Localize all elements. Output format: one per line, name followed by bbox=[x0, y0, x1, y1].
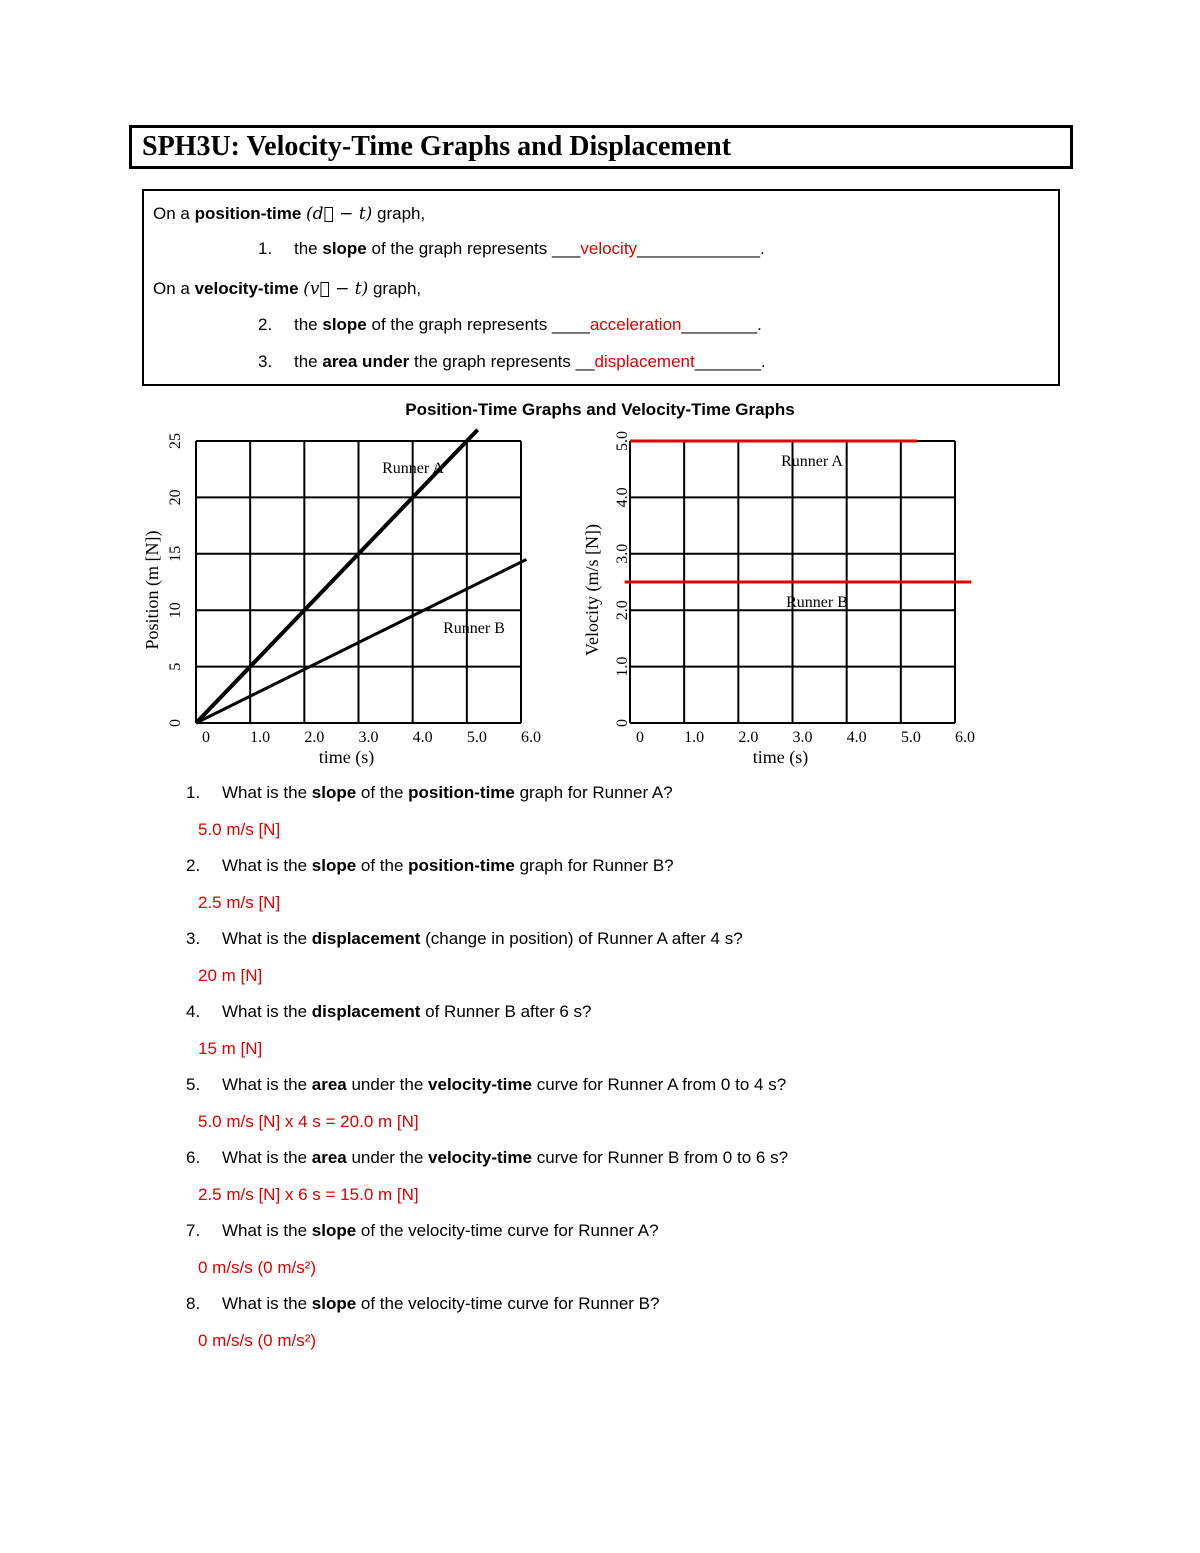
chart2-y-tick-label: 1.0 bbox=[614, 656, 631, 677]
question-text: What is the bbox=[222, 1148, 312, 1167]
question-number: 8. bbox=[186, 1294, 201, 1313]
question-text: under the bbox=[346, 1148, 429, 1167]
question-5 bbox=[186, 1075, 786, 1095]
question-7 bbox=[186, 1221, 659, 1241]
chart2-y-axis-label: Velocity (m/s [N]) bbox=[582, 524, 602, 656]
question-text: displacement bbox=[311, 1002, 421, 1021]
chart1-y-tick-label: 10 bbox=[167, 602, 184, 619]
chart2-x-tick-label: 2.0 bbox=[738, 729, 759, 746]
chart2-y-tick-label: 2.0 bbox=[614, 600, 631, 621]
question-text: slope bbox=[311, 1294, 357, 1313]
chart2-y-tick-label: 3.0 bbox=[614, 543, 631, 564]
chart2-series-label: Runner A bbox=[781, 453, 843, 470]
question-text: area bbox=[311, 1075, 347, 1094]
question-text: of Runner B after 6 s? bbox=[420, 1002, 592, 1021]
question-text: under the bbox=[346, 1075, 429, 1094]
chart2-x-tick-label: 0 bbox=[636, 729, 644, 746]
answer-4: 15 m [N] bbox=[198, 1039, 263, 1058]
question-text: of the velocity-time curve for Runner B? bbox=[356, 1294, 660, 1313]
question-number: 7. bbox=[186, 1221, 201, 1240]
question-text: What is the bbox=[222, 1002, 312, 1021]
answer-acceleration: acceleration bbox=[589, 315, 682, 334]
chart2-x-tick-label: 4.0 bbox=[846, 729, 867, 746]
answer-1: 5.0 m/s [N] bbox=[198, 820, 281, 839]
question-text: curve for Runner B from 0 to 6 s? bbox=[531, 1148, 789, 1167]
question-text: of the bbox=[356, 783, 409, 802]
chart1-series-runner-b bbox=[196, 559, 526, 723]
question-4 bbox=[186, 1002, 591, 1022]
question-text: What is the bbox=[222, 856, 312, 875]
chart1-y-tick-label: 15 bbox=[167, 545, 184, 562]
vt-intro: On a velocity-time (v⃗ − t) graph, bbox=[153, 279, 422, 299]
chart1-y-tick-label: 5 bbox=[167, 662, 184, 671]
question-6 bbox=[186, 1148, 788, 1168]
chart1-series-label: Runner B bbox=[443, 620, 505, 637]
chart1-series-label: Runner A bbox=[382, 460, 444, 477]
chart1-x-tick-label: 3.0 bbox=[358, 729, 379, 746]
answer-2: 2.5 m/s [N] bbox=[198, 893, 281, 912]
chart1-x-tick-label: 1.0 bbox=[250, 729, 271, 746]
question-1 bbox=[186, 783, 673, 803]
chart1-x-tick-label: 5.0 bbox=[466, 729, 487, 746]
chart2-x-axis-label: time (s) bbox=[752, 747, 809, 767]
chart1-x-tick-label: 2.0 bbox=[304, 729, 325, 746]
answer-6: 2.5 m/s [N] x 6 s = 15.0 m [N] bbox=[198, 1185, 419, 1204]
chart1-x-tick-label: 6.0 bbox=[521, 729, 541, 746]
chart1-y-tick-label: 25 bbox=[167, 433, 184, 449]
question-text: position-time bbox=[408, 783, 515, 802]
question-3 bbox=[186, 929, 743, 949]
answer-7: 0 m/s/s (0 m/s²) bbox=[198, 1258, 317, 1277]
question-text: What is the bbox=[222, 1221, 312, 1240]
chart1-y-tick-label: 0 bbox=[167, 719, 184, 727]
page-title: SPH3U: Velocity-Time Graphs and Displacement bbox=[142, 131, 732, 162]
question-text: graph for Runner B? bbox=[514, 856, 674, 875]
answer-velocity: velocity bbox=[580, 239, 638, 258]
question-number: 5. bbox=[186, 1075, 201, 1094]
chart1-y-axis-label: Position (m [N]) bbox=[142, 530, 162, 650]
def-item-2: 2. the slope of the graph represents ____acceleration________. bbox=[258, 315, 762, 334]
chart2-y-tick-label: 5.0 bbox=[614, 431, 631, 451]
question-text: position-time bbox=[408, 856, 515, 875]
question-number: 2. bbox=[186, 856, 201, 875]
chart2-x-tick-label: 1.0 bbox=[684, 729, 705, 746]
vt-symbol: (v⃗ − t) bbox=[303, 279, 369, 299]
chart1-x-tick-label: 4.0 bbox=[412, 729, 433, 746]
chart2-y-tick-label: 4.0 bbox=[614, 487, 631, 508]
pt-symbol: (d⃗ − t) bbox=[306, 204, 373, 224]
chart2-series-label: Runner B bbox=[786, 594, 848, 611]
chart1-x-tick-label: 0 bbox=[202, 729, 210, 746]
pt-intro: On a position-time (d⃗ − t) graph, bbox=[153, 204, 426, 224]
charts-heading: Position-Time Graphs and Velocity-Time Graphs bbox=[405, 400, 795, 419]
chart2-y-tick-label: 0 bbox=[614, 719, 631, 727]
question-number: 3. bbox=[186, 929, 201, 948]
question-text: displacement bbox=[311, 929, 421, 948]
question-text: (change in position) of Runner A after 4 s? bbox=[420, 929, 743, 948]
question-2 bbox=[186, 856, 674, 876]
chart2-x-tick-label: 3.0 bbox=[792, 729, 813, 746]
chart2-x-tick-label: 6.0 bbox=[955, 729, 975, 746]
question-8 bbox=[186, 1294, 659, 1314]
question-text: What is the bbox=[222, 1294, 312, 1313]
question-number: 4. bbox=[186, 1002, 201, 1021]
answer-3: 20 m [N] bbox=[198, 966, 263, 985]
question-text: slope bbox=[311, 1221, 357, 1240]
def-item-1: 1. the slope of the graph represents ___velocity_____________. bbox=[258, 239, 765, 258]
question-text: slope bbox=[311, 856, 357, 875]
question-text: velocity-time bbox=[428, 1075, 532, 1094]
answer-displacement: displacement bbox=[594, 352, 695, 371]
def-item-3: 3. the area under the graph represents __displacement_______. bbox=[258, 352, 766, 371]
chart2-x-tick-label: 5.0 bbox=[900, 729, 921, 746]
question-number: 1. bbox=[186, 783, 201, 802]
question-text: area bbox=[311, 1148, 347, 1167]
question-text: curve for Runner A from 0 to 4 s? bbox=[531, 1075, 787, 1094]
chart1-x-axis-label: time (s) bbox=[318, 747, 375, 767]
question-text: of the velocity-time curve for Runner A? bbox=[356, 1221, 659, 1240]
question-text: of the bbox=[356, 856, 409, 875]
chart1-y-tick-label: 20 bbox=[167, 489, 184, 506]
answer-8: 0 m/s/s (0 m/s²) bbox=[198, 1331, 317, 1350]
question-text: velocity-time bbox=[428, 1148, 532, 1167]
question-text: What is the bbox=[222, 1075, 312, 1094]
vt-term: velocity-time bbox=[194, 279, 299, 298]
answer-5: 5.0 m/s [N] x 4 s = 20.0 m [N] bbox=[198, 1112, 419, 1131]
question-text: What is the bbox=[222, 783, 312, 802]
question-text: graph for Runner A? bbox=[514, 783, 673, 802]
question-number: 6. bbox=[186, 1148, 201, 1167]
question-text: slope bbox=[311, 783, 357, 802]
pt-term: position-time bbox=[194, 204, 302, 223]
question-text: What is the bbox=[222, 929, 312, 948]
